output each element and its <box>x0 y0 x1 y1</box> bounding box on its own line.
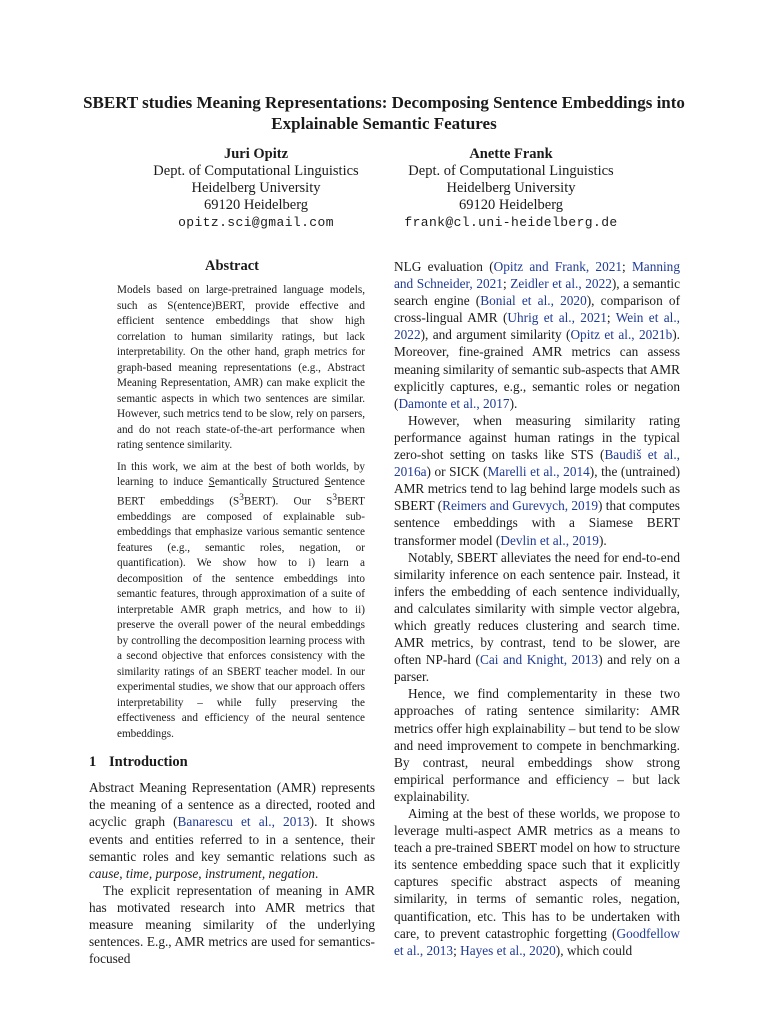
author-city: 69120 Heidelberg <box>458 197 564 213</box>
abstract-body <box>117 283 365 742</box>
body-paragraph-1: NLG evaluation (Opitz and Frank, 2021; Manning and Schneider, 2021; Zeidler et al., 2022), a semantic search engine (Bonial et al., 2020), comparison of cross-lingual AMR (Uhrig et al., 2021; Wein et al., 2022), and argument similarity (Opitz et al., 2021b). Moreover, fine-grained AMR metrics can assess meaning similarity of semantic sub-aspects that AMR explicitly captures, e.g., semantic roles or negation (Damonte et al., 2017). <box>394 259 680 411</box>
citation-link[interactable]: Opitz and Frank, 2021 <box>493 259 623 274</box>
right-column <box>394 258 680 959</box>
body-paragraph-5: Aiming at the best of these worlds, we propose to leverage multi-aspect AMR metrics as a means to teach a pre-trained SBERT model on how to structure its sentence embedding space such that it explicitly captures specific abstract aspects of meaning similarity, in terms of semantic roles, negation, quantification, etc. This has to be undertaken with care, to prevent catastrophic forgetting (Goodfellow et al., 2013; Hayes et al., 2020), which could <box>394 806 680 958</box>
author-dept: Dept. of Computational Linguistics <box>153 163 359 179</box>
citation-link[interactable]: Banarescu et al., 2013 <box>177 814 310 830</box>
citation-link[interactable]: Reimers and Gurevych, 2019 <box>442 498 598 514</box>
citation-link[interactable]: Marelli et al., 2014 <box>487 464 590 480</box>
author-email[interactable]: opitz.sci@gmail.com <box>178 215 334 230</box>
author-dept: Dept. of Computational Linguistics <box>408 163 614 179</box>
author-name: Anette Frank <box>469 146 553 162</box>
author-email[interactable]: frank@cl.uni-heidelberg.de <box>404 215 618 230</box>
section-number: 1 <box>89 754 97 771</box>
paper-title: SBERT studies Meaning Representations: Decomposing Sentence Embeddings into Explainable Semantic Features <box>83 93 685 133</box>
intro-body-continued <box>394 258 680 959</box>
abstract-heading: Abstract <box>205 258 259 274</box>
citation-link[interactable]: Damonte et al., 2017 <box>398 395 510 411</box>
citation-link[interactable]: Goodfellow et al., 2013 <box>394 925 680 958</box>
section-title: Introduction <box>109 754 188 771</box>
intro-paragraph-2: The explicit representation of meaning in AMR has motivated research into AMR metrics that measure meaning similarity of the underlying sentences. E.g., AMR metrics are used for semantics-focused <box>89 882 375 967</box>
citation-link[interactable]: Zeidler et al., 2022 <box>510 276 612 292</box>
author-name: Juri Opitz <box>223 146 289 162</box>
author-university: Heidelberg University <box>191 180 321 196</box>
citation-link[interactable]: Bonial et al., 2020 <box>480 293 587 309</box>
intro-paragraph-1: Abstract Meaning Representation (AMR) represents the meaning of a sentence as a directed, rooted and acyclic graph (Banarescu et al., 2013). It shows events and entities referred to in a sentence, their semantic roles and key semantic relations such as cause, time, purpose, instrument, negation. <box>89 780 375 881</box>
left-column <box>89 258 375 967</box>
author-city: 69120 Heidelberg <box>203 197 309 213</box>
citation-link[interactable]: Manning and Schneider, 2021 <box>394 259 680 292</box>
citation-link[interactable]: Uhrig et al., 2021 <box>507 310 607 326</box>
author-university: Heidelberg University <box>446 180 576 196</box>
citation-link[interactable]: Cai and Knight, 2013 <box>479 652 599 668</box>
body-paragraph-2: However, when measuring similarity rating performance against human ratings in the typical zero-shot setting on tasks like STS (Baudiš et al., 2016a) or SICK (Marelli et al., 2014), the (untrained) AMR metrics tend to lag behind large models such as SBERT (Reimers and Gurevych, 2019) that computes sentence embeddings with a Siamese BERT transformer model (Devlin et al., 2019). <box>394 412 681 548</box>
citation-link[interactable]: Wein et al., 2022 <box>394 310 680 343</box>
citation-link[interactable]: Opitz et al., 2021b <box>570 327 673 343</box>
body-paragraph-4: Hence, we find complementarity in these two approaches of rating sentence similarity: AMR metrics offer high explainability – but tend to be slow and need improvement to compete in benchmarking. By contrast, neural embeddings show strong empirical performance and efficiency – but lack explainability. <box>394 686 680 804</box>
body-paragraph-3: Notably, SBERT alleviates the need for end-to-end similarity inference on each sentence pair. Instead, it infers the embedding of each sentence individually, and calculates similarity with simple vector algebra, which greatly reduces clustering and search time. AMR metrics, by contrast, tend to be slower, are often NP-hard (Cai and Knight, 2013) and rely on a parser. <box>394 549 680 685</box>
author-block-2 <box>361 146 661 231</box>
abstract-paragraph-2: In this work, we aim at the best of both worlds, by learning to induce Semantically Structured Sentence BERT embeddings $(S^3BERT)$. Our $S^3BERT$ embeddings are composed of explainable sub-embeddings that emphasize various semantic sentence features (e.g., semantic roles, negation, or quantification). We show how to i) learn a decomposition of the sentence embeddings into semantic features, through approximation of a suite of interpretable AMR graph metrics, and how to ii) preserve the overall power of the neural embeddings by controlling the decomposition learning process with a second objective that enforces consistency with the similarity ratings of an SBERT teacher model. In our experimental studies, we show that our approach offers interpretability – while fully preserving the effectiveness and efficiency of the neural sentence embeddings. <box>117 460 365 740</box>
section-heading-introduction <box>89 754 375 771</box>
citation-link[interactable]: Baudiš et al., 2016a <box>394 447 680 480</box>
citation-link[interactable]: Hayes et al., 2020 <box>460 942 556 958</box>
abstract-paragraph-1: Models based on large-pretrained language models, such as S(entence)BERT, provide effective and efficient sentence embeddings that show high correlation to human similarity ratings, but lack interpretability. On the other hand, graph metrics for graph-based meaning representations (e.g., Abstract Meaning Representation, AMR) can make explicit the semantic aspects in which two sentences are similar. However, such metrics tend to be slow, rely on parsers, and do not reach state-of-the-art performance when rating sentence similarity. <box>117 284 365 451</box>
intro-body <box>89 779 375 967</box>
citation-link[interactable]: Devlin et al., 2019 <box>500 532 599 548</box>
